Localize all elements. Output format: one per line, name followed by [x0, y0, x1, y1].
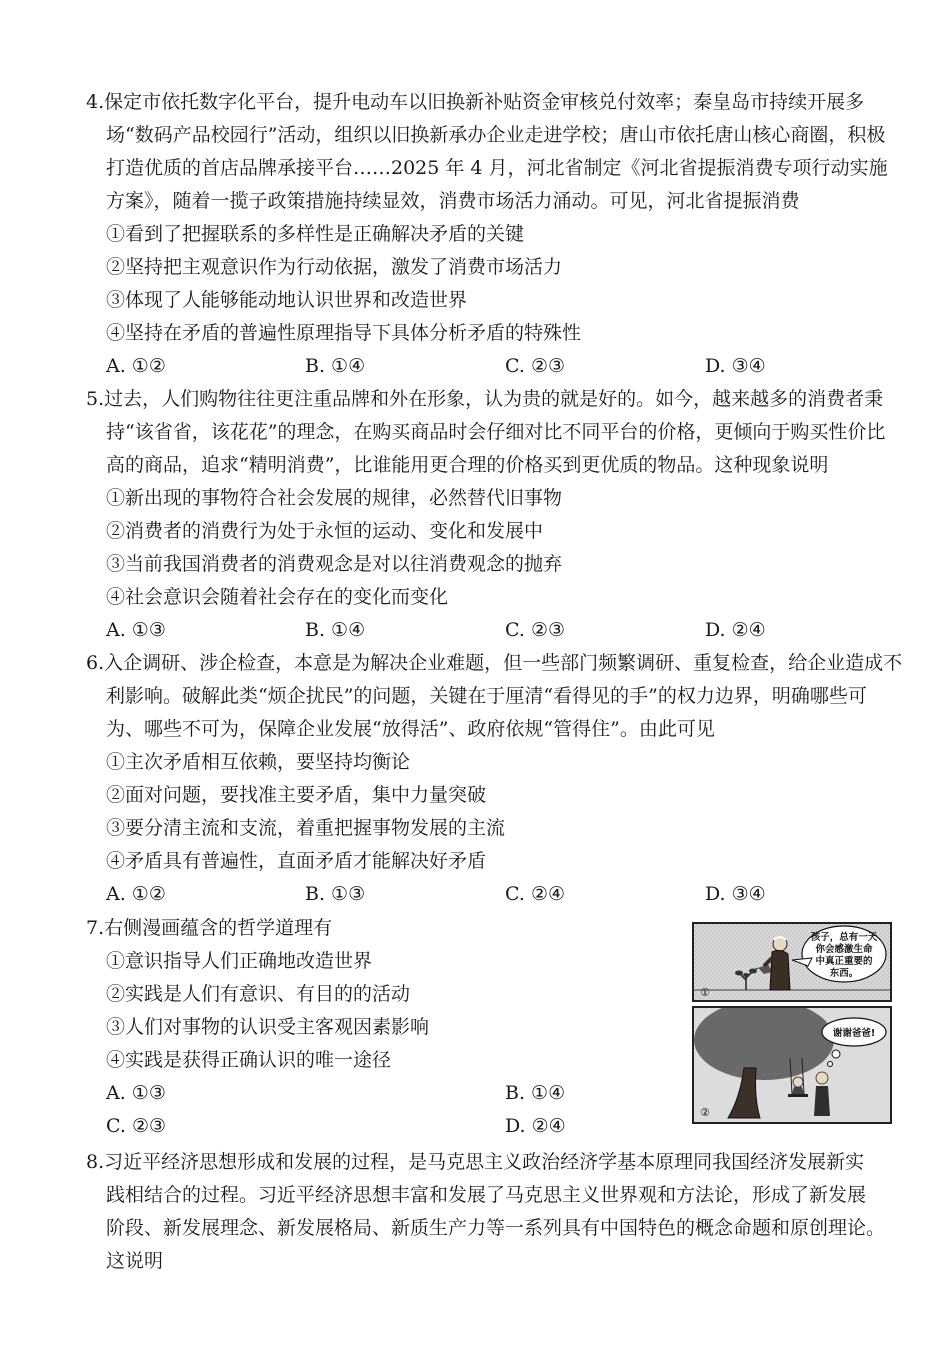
- comic-panel-1-drawing: [694, 924, 890, 1000]
- question-text-line: 阶段、新发展理念、新发展格局、新质生产力等一系列具有中国特色的概念命题和原创理论。: [106, 1217, 886, 1239]
- statement: ①主次矛盾相互依赖，要坚持均衡论: [106, 751, 411, 773]
- option-d: D. ③④: [705, 355, 766, 377]
- question-text-line: 这说明: [106, 1250, 164, 1272]
- statement: ③要分清主流和支流，着重把握事物发展的主流: [106, 817, 506, 839]
- statement: ③体现了人能够能动地认识世界和改造世界: [106, 289, 468, 311]
- statement: ④矛盾具有普遍性，直面矛盾才能解决好矛盾: [106, 850, 487, 872]
- speech-line: 谢谢爸爸!: [832, 1028, 876, 1039]
- option-d: D. ②④: [505, 1115, 566, 1137]
- question-text-line: 8.习近平经济思想形成和发展的过程，是马克思主义政治经济学基本原理同我国经济发展新实: [86, 1151, 865, 1173]
- question-text-line: 持“该省省，该花花”的理念，在购买商品时会仔细对比不同平台的价格，更倾向于购买性价比: [106, 421, 886, 443]
- option-c: C. ②③: [505, 355, 566, 377]
- option-a: A. ①③: [106, 1082, 166, 1104]
- statement: ②坚持把主观意识作为行动依据，激发了消费市场活力: [106, 256, 563, 278]
- comic-illustration: [692, 922, 892, 1124]
- statement: ④实践是获得正确认识的唯一途径: [106, 1049, 392, 1071]
- statement: ③人们对事物的认识受主客观因素影响: [106, 1016, 430, 1038]
- statement: ①新出现的事物符合社会发展的规律，必然替代旧事物: [106, 487, 563, 509]
- speech-line: 东西。: [829, 968, 859, 979]
- question-text-line: 打造优质的首店品牌承接平台……2025 年 4 月，河北省制定《河北省提振消费专项行动实施: [106, 157, 888, 179]
- statement: ②消费者的消费行为处于永恒的运动、变化和发展中: [106, 520, 544, 542]
- speech-line: 孩子，总有一天: [810, 932, 878, 943]
- statement: ②面对问题，要找准主要矛盾，集中力量突破: [106, 784, 487, 806]
- option-a: A. ①③: [106, 619, 166, 641]
- question-text-line: 6.入企调研、涉企检查，本意是为解决企业难题，但一些部门频繁调研、重复检查，给企业造成不: [86, 652, 903, 674]
- option-c: C. ②③: [505, 619, 566, 641]
- comic-panel-1: [692, 922, 892, 1002]
- panel-label: ①: [700, 986, 710, 999]
- question-text-line: 4.保定市依托数字化平台，提升电动车以旧换新补贴资金审核兑付效率；秦皇岛市持续开展多: [86, 91, 865, 113]
- question-text-line: 高的商品，追求“精明消费”，比谁能用更合理的价格买到更优质的物品。这种现象说明: [106, 454, 829, 476]
- question-text-line: 利影响。破解此类“烦企扰民”的问题，关键在于厘清“看得见的手”的权力边界，明确哪些可: [106, 685, 867, 707]
- speech-line: 中真正重要的: [815, 956, 873, 967]
- comic-panel-2: [692, 1006, 892, 1124]
- option-d: D. ②④: [705, 619, 766, 641]
- question-text-line: 践相结合的过程。习近平经济思想丰富和发展了马克思主义世界观和方法论，形成了新发展: [106, 1184, 867, 1206]
- question-text-line: 7.右侧漫画蕴含的哲学道理有: [86, 917, 333, 939]
- comic-panel-2-drawing: [694, 1008, 890, 1122]
- speech-line: 你会感激生命: [815, 944, 873, 955]
- panel-label: ②: [700, 1106, 710, 1119]
- option-a: A. ①②: [106, 355, 166, 377]
- statement: ①看到了把握联系的多样性是正确解决矛盾的关键: [106, 223, 525, 245]
- option-b: B. ①④: [305, 355, 366, 377]
- option-a: A. ①②: [106, 883, 166, 905]
- question-text-line: 为、哪些不可为，保障企业发展“放得活”、政府依规“管得住”。由此可见: [106, 718, 715, 740]
- statement: ②实践是人们有意识、有目的的活动: [106, 983, 411, 1005]
- option-b: B. ①③: [305, 883, 366, 905]
- option-c: C. ②③: [106, 1115, 167, 1137]
- statement: ④社会意识会随着社会存在的变化而变化: [106, 586, 449, 608]
- statement: ①意识指导人们正确地改造世界: [106, 950, 373, 972]
- question-text-line: 场“数码产品校园行”活动，组织以旧换新承办企业走进学校；唐山市依托唐山核心商圈，积极: [106, 124, 886, 146]
- statement: ④坚持在矛盾的普遍性原理指导下具体分析矛盾的特殊性: [106, 322, 582, 344]
- option-b: B. ①④: [305, 619, 366, 641]
- option-c: C. ②④: [505, 883, 566, 905]
- option-b: B. ①④: [505, 1082, 566, 1104]
- statement: ③当前我国消费者的消费观念是对以往消费观念的抛弃: [106, 553, 563, 575]
- option-d: D. ③④: [705, 883, 766, 905]
- question-text-line: 5.过去，人们购物往往更注重品牌和外在形象，认为贵的就是好的。如今，越来越多的消费者秉: [86, 388, 884, 410]
- question-text-line: 方案》，随着一揽子政策措施持续显效，消费市场活力涌动。可见，河北省提振消费: [106, 190, 800, 212]
